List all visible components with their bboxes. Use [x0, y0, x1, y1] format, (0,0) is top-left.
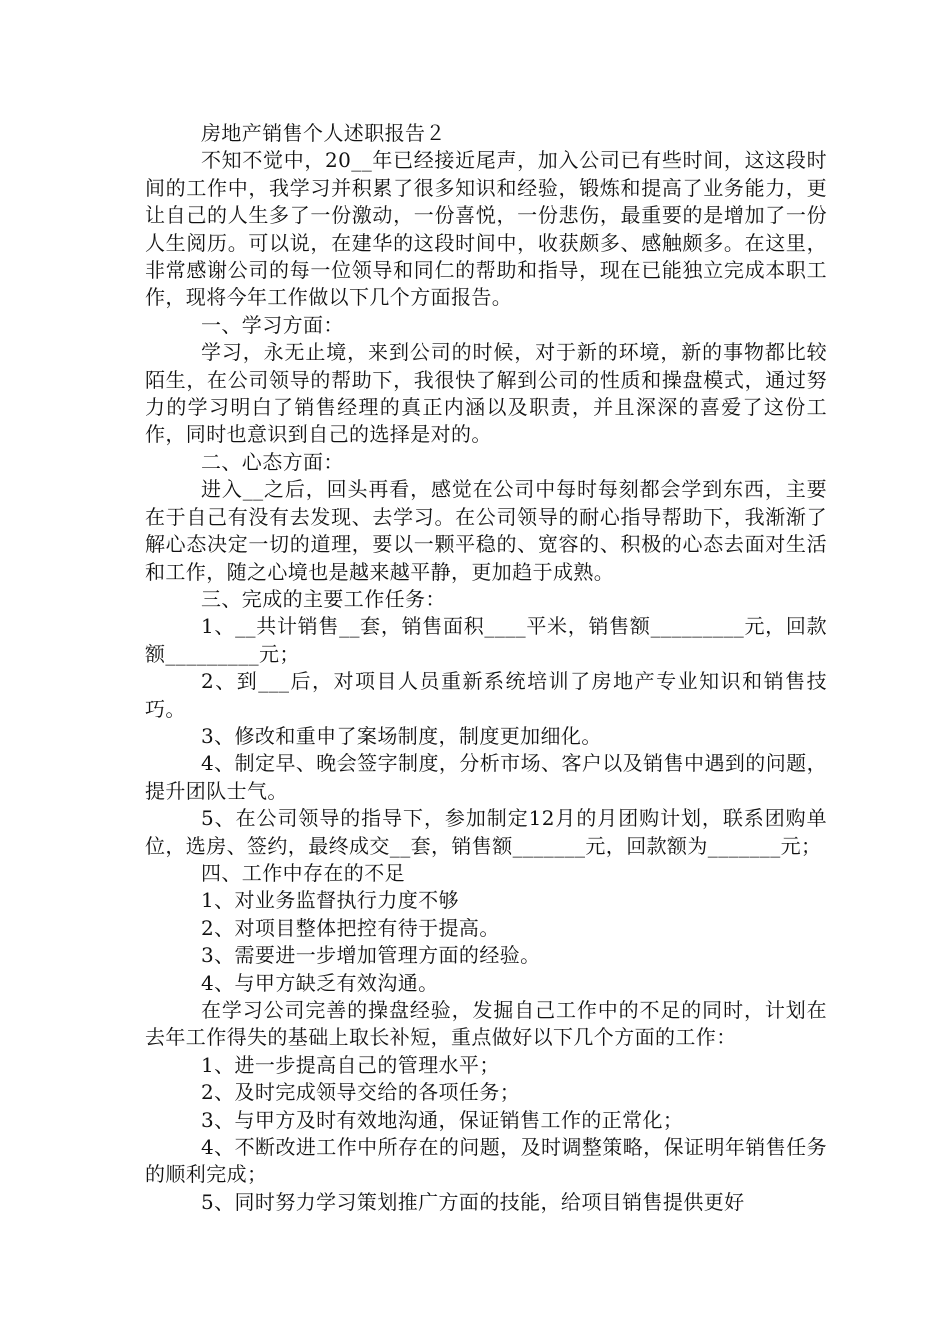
section-heading-mindset: 二、心态方面：	[201, 449, 344, 474]
section-heading-learning: 一、学习方面：	[201, 312, 344, 337]
task-item-2: 2、到___后，对项目人员重新系统培训了房地产专业知识和销售技巧。	[145, 669, 827, 721]
shortcoming-item-4: 4、与甲方缺乏有效沟通。	[201, 970, 439, 995]
plan-item-2: 2、及时完成领导交给的各项任务；	[201, 1080, 521, 1105]
task-item-1: 1、__共计销售__套，销售面积____平米，销售额_________元，回款额_________元；	[145, 614, 827, 666]
task-item-3: 3、修改和重申了案场制度，制度更加细化。	[201, 723, 602, 748]
document-title: 房地产销售个人述职报告２	[201, 121, 446, 145]
section-heading-tasks: 三、完成的主要工作任务：	[201, 586, 446, 611]
section-heading-shortcomings: 四、工作中存在的不足	[201, 860, 405, 885]
plan-item-5: 5、同时努力学习策划推广方面的技能，给项目销售提供更好	[201, 1189, 745, 1214]
paragraph-plan: 在学习公司完善的操盘经验，发掘自己工作中的不足的同时，计划在去年工作得失的基础上取长补短，重点做好以下几个方面的工作：	[145, 998, 827, 1050]
paragraph-mindset: 进入__之后，回头再看，感觉在公司中每时每刻都会学到东西，主要在于自己有没有去发现、去学习。在公司领导的耐心指导帮助下，我渐渐了解心态决定一切的道理，要以一颗平稳的、宽容的、积极的心态去面对生活和工作，随之心境也是越来越平静，更加趋于成熟。	[145, 477, 827, 584]
plan-item-3: 3、与甲方及时有效地沟通，保证销售工作的正常化；	[201, 1107, 684, 1132]
document-page	[145, 120, 827, 1216]
task-item-4: 4、制定早、晚会签字制度，分析市场、客户以及销售中遇到的问题，提升团队士气。	[145, 751, 827, 803]
paragraph-intro: 不知不觉中，20__年已经接近尾声，加入公司已有些时间，这这段时间的工作中，我学习并积累了很多知识和经验，锻炼和提高了业务能力，更让自己的人生多了一份激动，一份喜悦，一份悲伤，最重要的是增加了一份人生阅历。可以说，在建华的这段时间中，收获颇多、感触颇多。在这里，非常感谢公司的每一位领导和同仁的帮助和指导，现在已能独立完成本职工作，现将今年工作做以下几个方面报告。	[145, 148, 827, 310]
shortcoming-item-2: 2、对项目整体把控有待于提高。	[201, 915, 500, 940]
plan-item-4: 4、不断改进工作中所存在的问题，及时调整策略，保证明年销售任务的顺利完成；	[145, 1135, 827, 1187]
paragraph-learning: 学习，永无止境，来到公司的时候，对于新的环境，新的事物都比较陌生，在公司领导的帮助下，我很快了解到公司的性质和操盘模式，通过努力的学习明白了销售经理的真正内涵以及职责，并且深深的喜爱了这份工作，同时也意识到自己的选择是对的。	[145, 340, 827, 447]
task-item-5: 5、在公司领导的指导下，参加制定12月的月团购计划，联系团购单位，选房、签约，最终成交__套，销售额_______元，回款额为_______元；	[145, 806, 827, 858]
shortcoming-item-1: 1、对业务监督执行力度不够	[201, 888, 459, 913]
plan-item-1: 1、进一步提高自己的管理水平；	[201, 1052, 500, 1077]
shortcoming-item-3: 3、需要进一步增加管理方面的经验。	[201, 943, 541, 968]
